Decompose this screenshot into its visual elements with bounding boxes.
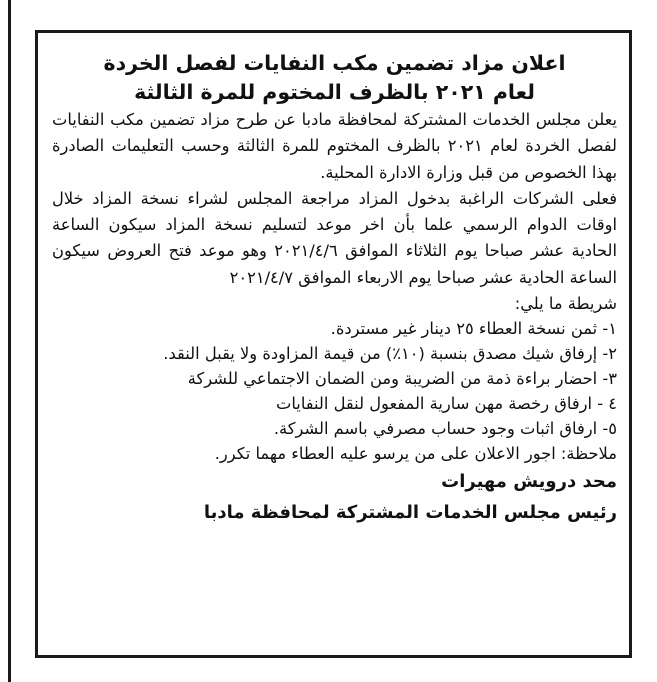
condition-item: ٥- ارفاق اثبات وجود حساب مصرفي باسم الشركة. — [273, 419, 617, 439]
condition-item: ٢- إرفاق شيك مصدق بنسبة (١٠٪) من قيمة المزاودة ولا يقبل النقد. — [163, 344, 617, 364]
notice-title-line-2: لعام ٢٠٢١ بالظرف المختوم للمرة الثالثة — [134, 80, 535, 104]
signatory-title: رئيس مجلس الخدمات المشتركة لمحافظة مادبا — [203, 502, 617, 524]
notice-title-line-1: اعلان مزاد تضمين مكب النفايات لفصل الخردة — [103, 51, 566, 75]
notice-note: ملاحظة: اجور الاعلان على من يرسو عليه العطاء مهما تكرر. — [214, 444, 617, 464]
condition-item: ٣- احضار براءة ذمة من الضريبة ومن الضمان الاجتماعي للشركة — [187, 369, 617, 389]
condition-item: ١- ثمن نسخة العطاء ٢٥ دينار غير مستردة. — [330, 319, 617, 339]
announcement-paragraph: يعلن مجلس الخدمات المشتركة لمحافظة مادبا عن طرح مزاد تضمين مكب النفايات لفصل الخردة لعام ٢٠٢١ بالظرف المختوم للمرة الثالثة وحسب التعليمات الصادرة بهذا الخصوص من قبل وزارة الادارة المحلية. — [52, 110, 617, 182]
instructions-paragraph: فعلى الشركات الراغبة بدخول المزاد مراجعة المجلس لشراء نسخة المزاد خلال اوقات الدوام الرسمي علما بأن اخر موعد لتسليم نسخة المزاد سيكون الساعة الحادية عشر صباحا يوم الثلاثاء الموافق ٢٠٢١/٤/٦ وهو موعد فتح العروض سيكون الساعة الحادية عشر صباحا يوم الاربعاء الموافق ٢٠٢١/٤/٧ — [52, 188, 617, 287]
condition-item: ٤ - ارفاق رخصة مهن سارية المفعول لنقل النفايات — [276, 394, 617, 414]
conditions-heading: شريطة ما يلي: — [514, 294, 617, 314]
signatory-name: محد درويش مهيرات — [441, 471, 617, 493]
page-margin-rule — [8, 0, 11, 682]
tender-notice — [35, 30, 632, 658]
